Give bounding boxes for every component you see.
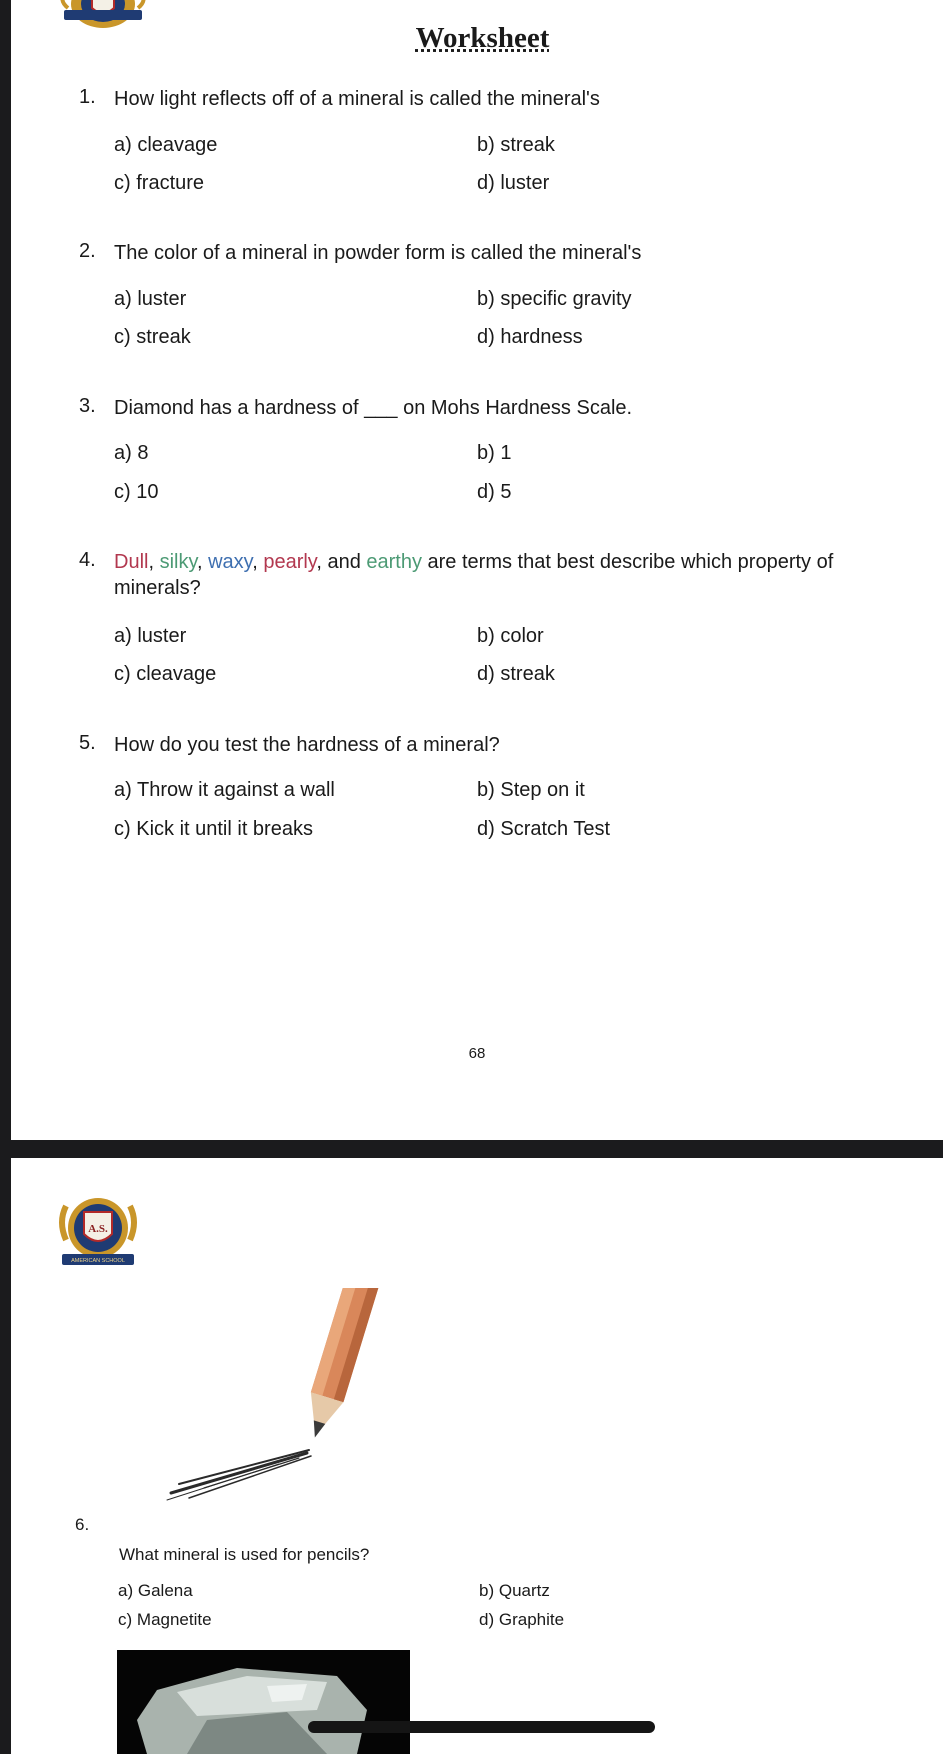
pencil-drawing-image — [159, 1288, 409, 1508]
question-1-option-c: c) fracture — [114, 172, 205, 194]
question-text: How light reflects off of a mineral is called the mineral's — [114, 88, 600, 110]
worksheet-title: Worksheet — [415, 22, 550, 54]
question-3-option-d: d) 5 — [477, 481, 512, 503]
worksheet-page-1 — [11, 0, 943, 1140]
page-number: 68 — [468, 1045, 486, 1062]
question-1-option-a: a) cleavage — [114, 134, 218, 156]
question-2-option-d: d) hardness — [477, 326, 583, 348]
question-4-option-a: a) luster — [114, 625, 187, 647]
question-4-option-b: b) color — [477, 625, 544, 647]
question-5-option-c: c) Kick it until it breaks — [114, 818, 313, 840]
crest-banner-text: AMERICAN SCHOOL — [71, 1258, 125, 1264]
question-text: Dull, silky, waxy, pearly, and earthy are terms that best describe which property of minerals? — [114, 551, 834, 599]
question-2-option-a: a) luster — [114, 288, 187, 310]
horizontal-scrollbar[interactable] — [308, 1721, 655, 1733]
question-3-option-b: b) 1 — [477, 442, 512, 464]
crest-initials: A.S. — [88, 1223, 108, 1235]
term-dull: Dull — [114, 551, 149, 573]
question-1-option-d: d) luster — [477, 172, 550, 194]
question-text: What mineral is used for pencils? — [119, 1545, 370, 1564]
question-number: 6. — [75, 1515, 90, 1534]
question-4-option-c: c) cleavage — [114, 663, 217, 685]
question-6-option-b: b) Quartz — [479, 1581, 550, 1600]
question-6-option-d: d) Graphite — [479, 1610, 565, 1629]
question-number: 1. — [79, 86, 96, 108]
term-pearly: pearly — [263, 551, 317, 573]
term-earthy: earthy — [366, 551, 422, 573]
question-2-option-c: c) streak — [114, 326, 191, 348]
question-5-option-b: b) Step on it — [477, 779, 585, 801]
question-6-option-c: c) Magnetite — [118, 1610, 212, 1629]
question-number: 2. — [79, 240, 96, 262]
question-5-option-a: a) Throw it against a wall — [114, 779, 335, 801]
question-3-option-c: c) 10 — [114, 481, 159, 503]
question-text: How do you test the hardness of a mineral? — [114, 734, 500, 756]
question-5-option-d: d) Scratch Test — [477, 818, 611, 840]
worksheet-page-2 — [11, 1158, 943, 1754]
question-1-option-b: b) streak — [477, 134, 555, 156]
question-4-option-d: d) streak — [477, 663, 555, 685]
question-number: 3. — [79, 395, 96, 417]
school-crest-logo — [58, 1192, 138, 1274]
mineral-crystal-image — [117, 1650, 410, 1754]
term-waxy: waxy — [208, 551, 253, 573]
question-number: 5. — [79, 732, 96, 754]
question-text: Diamond has a hardness of ___ on Mohs Hardness Scale. — [114, 397, 633, 419]
question-text: The color of a mineral in powder form is called the mineral's — [114, 242, 642, 264]
term-silky: silky — [159, 551, 197, 573]
question-2-option-b: b) specific gravity — [477, 288, 632, 310]
question-3-option-a: a) 8 — [114, 442, 149, 464]
question-number: 4. — [79, 549, 96, 571]
question-6-option-a: a) Galena — [118, 1581, 193, 1600]
